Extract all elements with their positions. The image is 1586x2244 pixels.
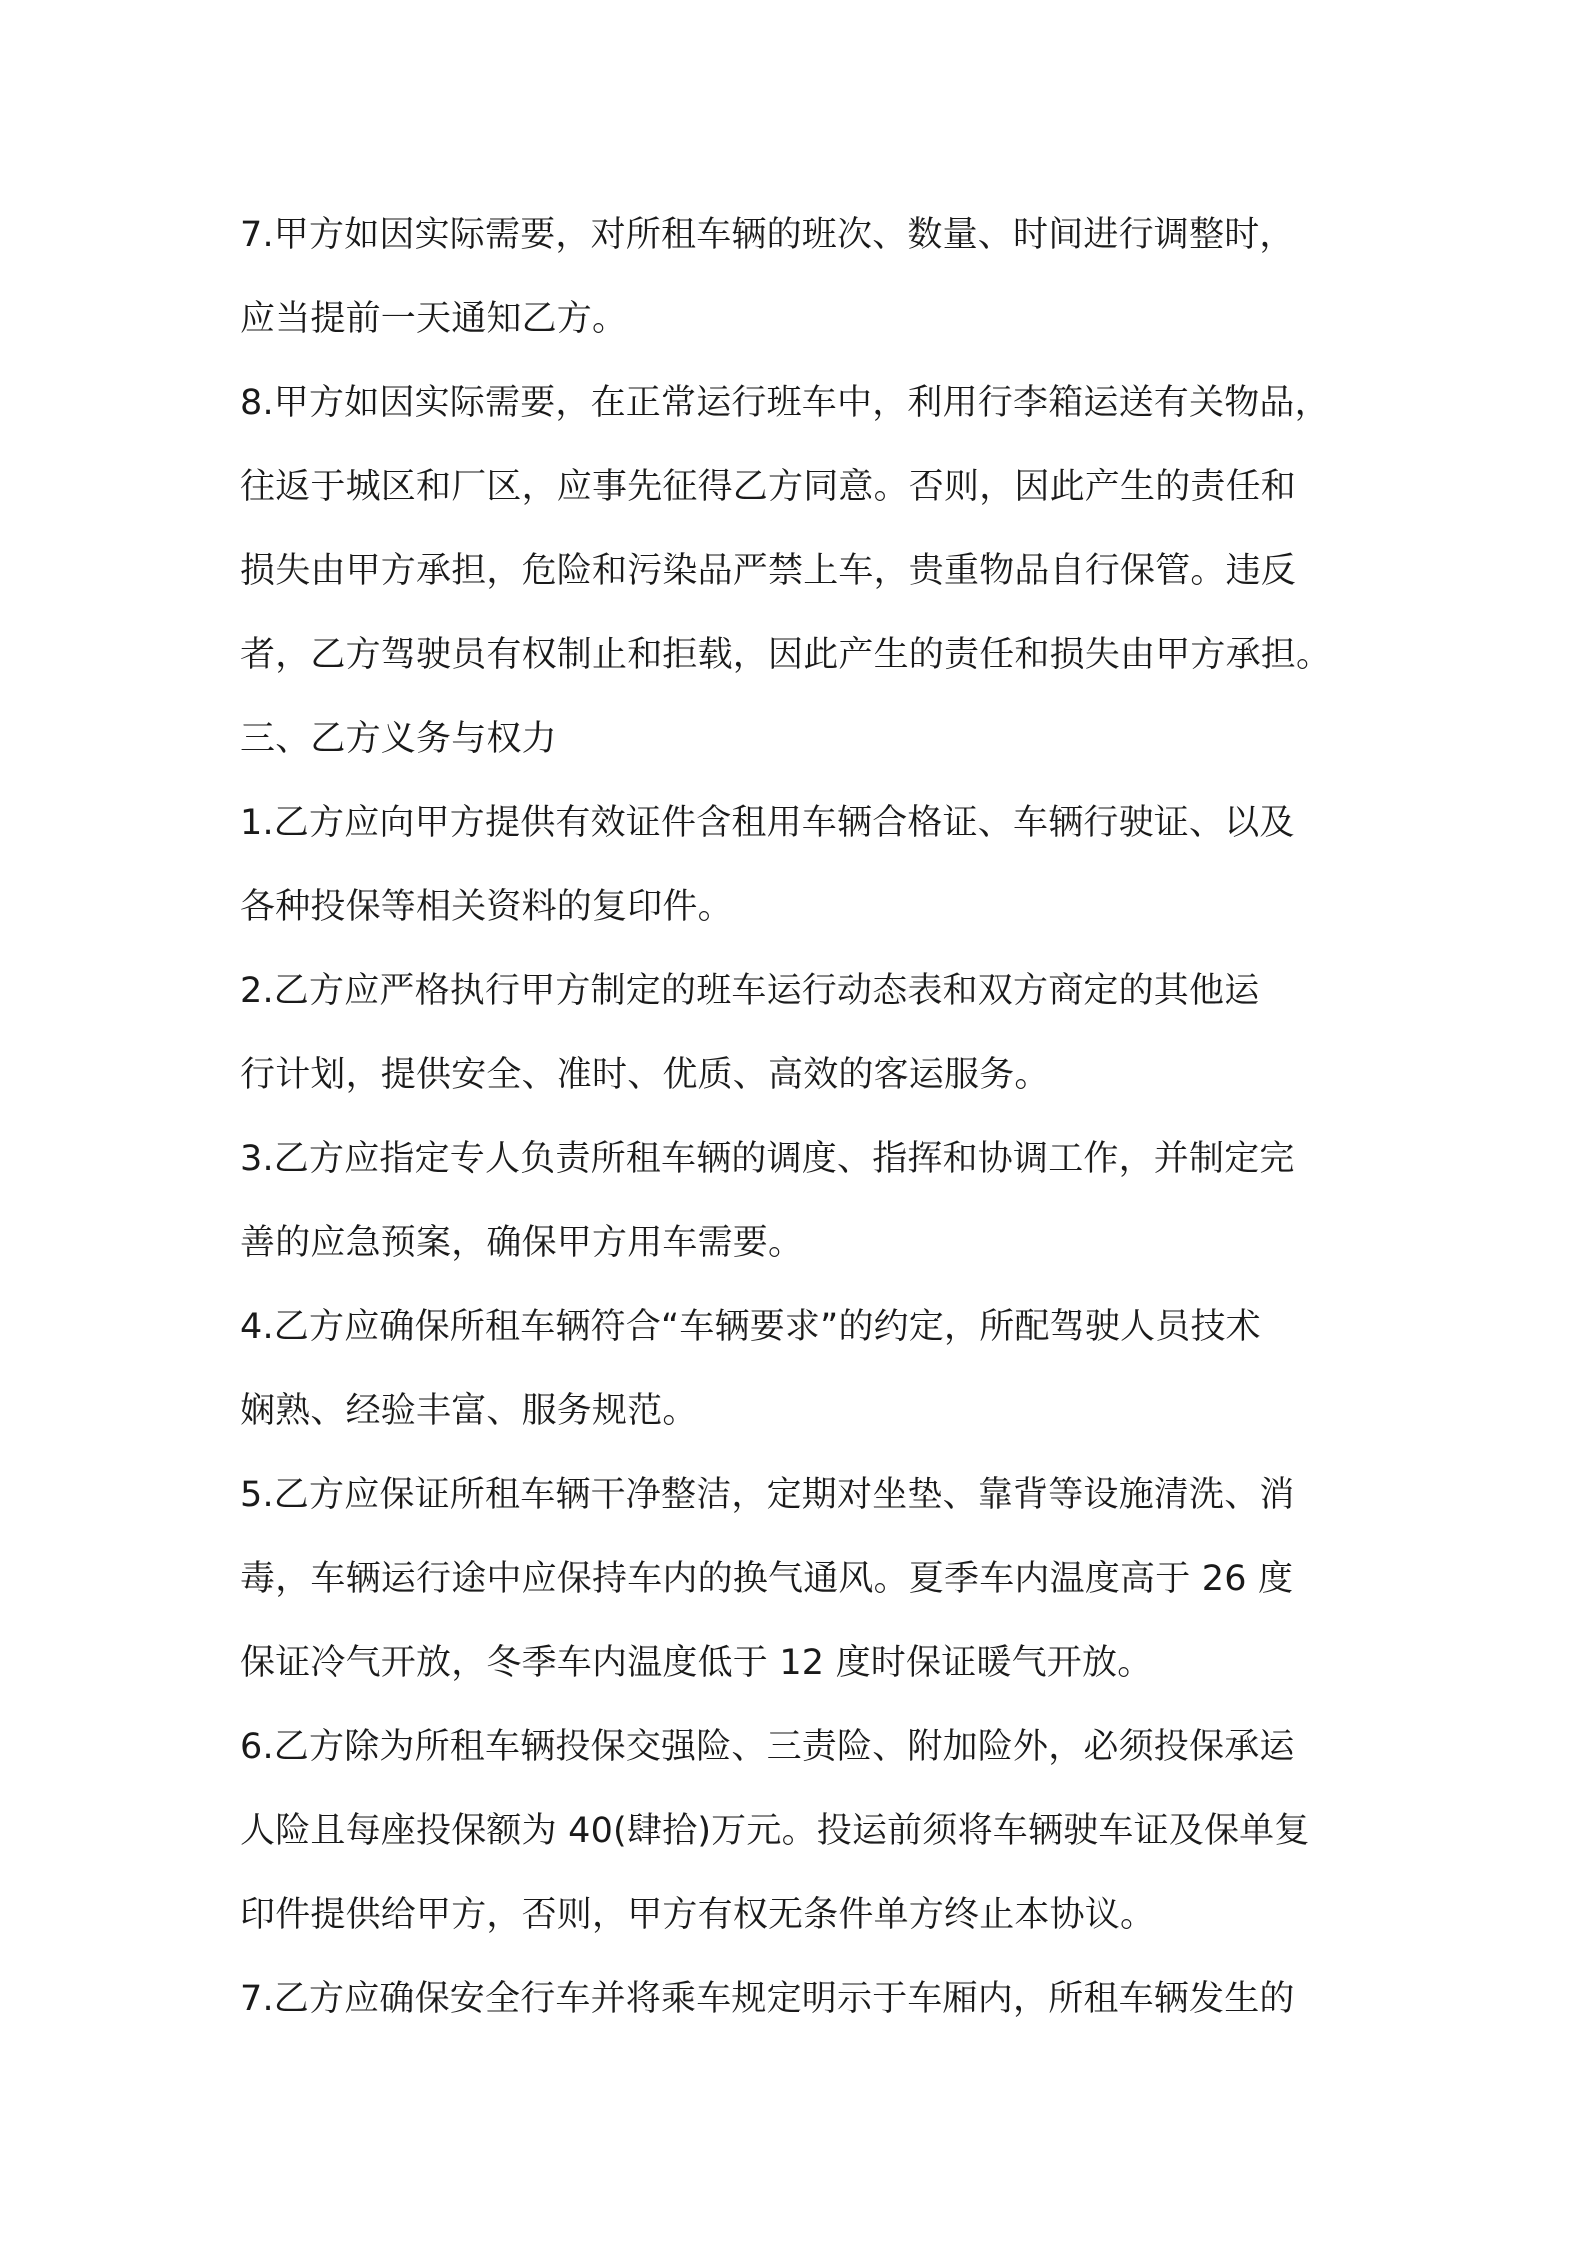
text-line: 1.乙方应向甲方提供有效证件含租用车辆合格证、车辆行驶证、以及 bbox=[240, 803, 1295, 843]
text-line: 者，乙方驾驶员有权制止和拒载，因此产生的责任和损失由甲方承担。 bbox=[240, 635, 1332, 675]
text-line: 5.乙方应保证所租车辆干净整洁，定期对坐垫、靠背等设施清洗、消 bbox=[240, 1475, 1295, 1515]
text-line: 毒，车辆运行途中应保持车内的换气通风。夏季车内温度高于 26 度 bbox=[240, 1559, 1294, 1599]
text-line: 4.乙方应确保所租车辆符合“车辆要求”的约定，所配驾驶人员技术 bbox=[240, 1307, 1261, 1347]
text-line: 保证冷气开放，冬季车内温度低于 12 度时保证暖气开放。 bbox=[240, 1643, 1153, 1683]
text-line: 8.甲方如因实际需要，在正常运行班车中，利用行李箱运送有关物品， bbox=[240, 383, 1330, 423]
text-line: 3.乙方应指定专人负责所租车辆的调度、指挥和协调工作，并制定完 bbox=[240, 1139, 1295, 1179]
text-line: 2.乙方应严格执行甲方制定的班车运行动态表和双方商定的其他运 bbox=[240, 971, 1260, 1011]
text-line: 印件提供给甲方，否则，甲方有权无条件单方终止本协议。 bbox=[240, 1895, 1156, 1935]
text-line: 善的应急预案，确保甲方用车需要。 bbox=[240, 1223, 804, 1263]
text-line: 娴熟、经验丰富、服务规范。 bbox=[240, 1391, 698, 1431]
text-line: 行计划，提供安全、准时、优质、高效的客运服务。 bbox=[240, 1055, 1050, 1095]
text-line: 应当提前一天通知乙方。 bbox=[240, 299, 628, 339]
text-line: 7.甲方如因实际需要，对所租车辆的班次、数量、时间进行调整时， bbox=[240, 215, 1295, 255]
document-body bbox=[240, 193, 1360, 2041]
text-line: 人险且每座投保额为 40(肆拾)万元。投运前须将车辆驶车证及保单复 bbox=[240, 1811, 1310, 1851]
text-line: 往返于城区和厂区，应事先征得乙方同意。否则，因此产生的责任和 bbox=[240, 467, 1297, 507]
text-line: 6.乙方除为所租车辆投保交强险、三责险、附加险外，必须投保承运 bbox=[240, 1727, 1295, 1767]
section-heading: 三、乙方义务与权力 bbox=[240, 719, 557, 759]
text-line: 7.乙方应确保安全行车并将乘车规定明示于车厢内，所租车辆发生的 bbox=[240, 1979, 1295, 2019]
text-line: 损失由甲方承担，危险和污染品严禁上车，贵重物品自行保管。违反 bbox=[240, 551, 1297, 591]
text-line: 各种投保等相关资料的复印件。 bbox=[240, 887, 733, 927]
